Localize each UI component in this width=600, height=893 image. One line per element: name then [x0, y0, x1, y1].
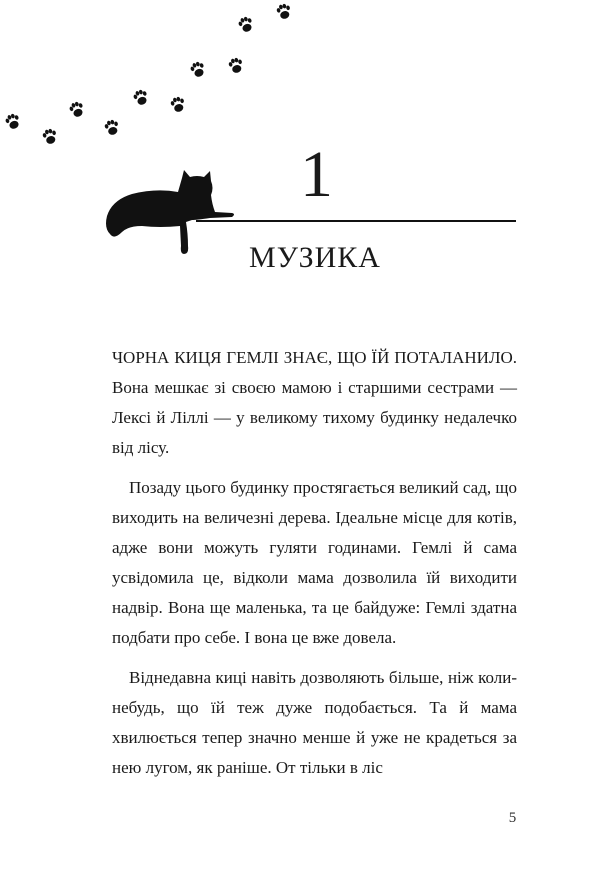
- paw-print-icon: [42, 128, 59, 146]
- opening-small-caps: ЧОРНА КИЦЯ ГЕМЛІ ЗНАЄ, ЩО ЇЙ ПОТАЛАНИЛО.: [112, 348, 517, 367]
- title-rule: [196, 220, 516, 222]
- chapter-title: МУЗИКА: [249, 241, 381, 274]
- paw-print-icon: [228, 57, 245, 75]
- page-number: 5: [508, 810, 517, 826]
- paragraph: [112, 343, 517, 463]
- paw-print-icon: [189, 60, 207, 78]
- paw-print-icon: [170, 96, 187, 114]
- chapter-number: 1: [300, 138, 333, 211]
- paw-print-icon: [237, 15, 255, 33]
- paragraph: Позаду цього будинку простягається великий сад, що виходить на величезні дерева. Ідеальне місце для котів, адже вони можуть гуляти годинами. Гемлі й сама усвідомила це, відколи мама дозволила їй виходити надвір. Вона ще маленька, та це байдуже: Гемлі здатна подбати про себе. І вона це вже довела.: [112, 478, 517, 647]
- cat-silhouette-icon: [100, 168, 240, 263]
- paragraph-text: Вона мешкає зі своєю мамою і старшими сестрами — Лексі й Ліллі — у великому тихому будинку недалечко від лісу.: [112, 378, 517, 457]
- paw-print-icon: [276, 3, 293, 21]
- paw-print-icon: [68, 100, 86, 118]
- paragraph: Віднедавна киці навіть дозволяють більше, ніж коли-небудь, що їй теж дуже подобається. Та й мама хвилюється тепер значно менше й уже не крадеться за нею лугом, як раніше. От тільки в ліс: [112, 668, 517, 777]
- paw-print-icon: [4, 112, 22, 130]
- paw-print-icon: [132, 88, 150, 106]
- paw-print-icon: [104, 119, 121, 137]
- paw-trail: [0, 0, 320, 160]
- body-text: [112, 343, 517, 793]
